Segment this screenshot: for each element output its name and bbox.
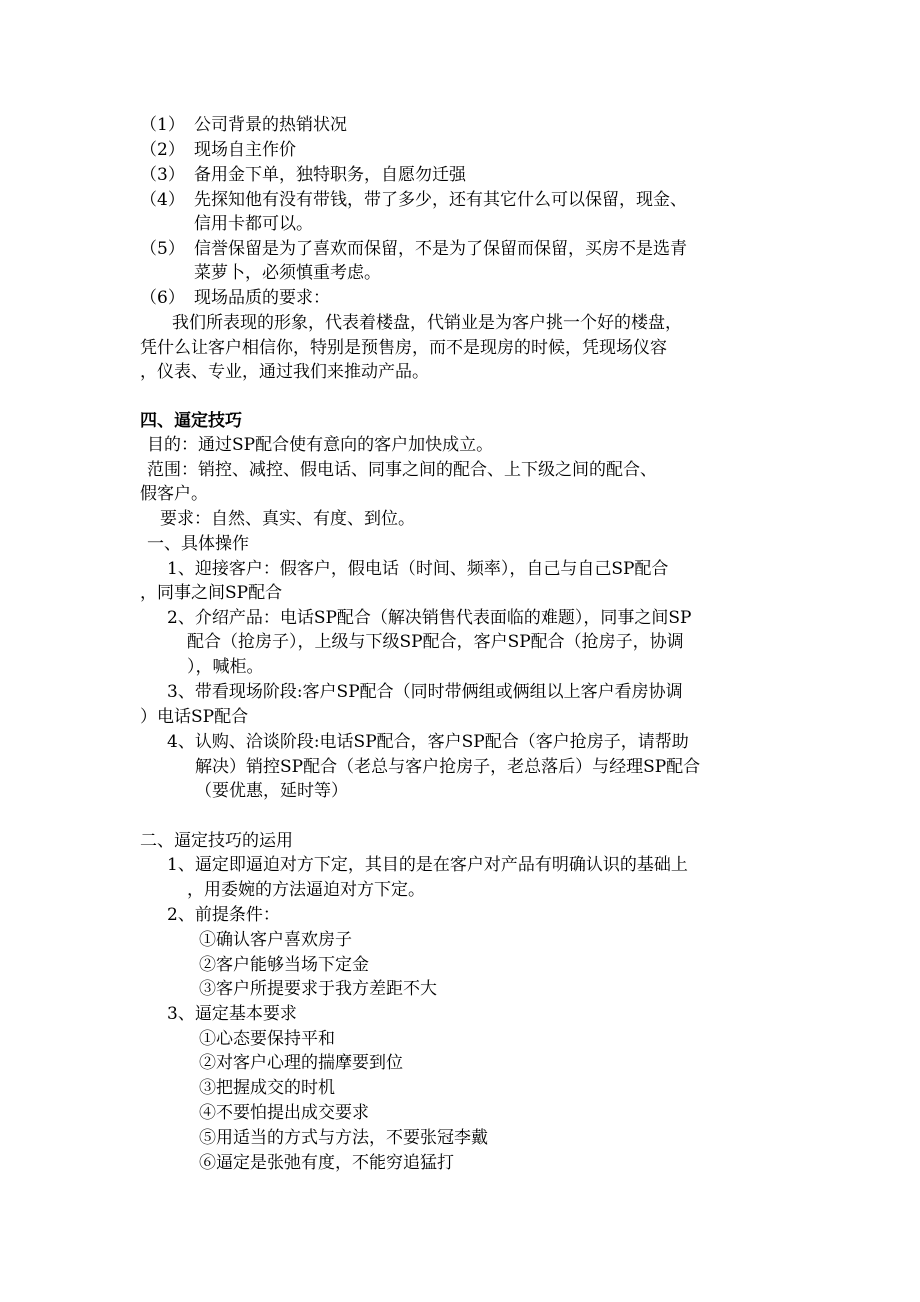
list-number: （1） (140, 115, 185, 135)
requirement-item: ⑥逼定是张弛有度，不能穷追猛打 (199, 1153, 454, 1173)
usage-line: 2、前提条件： (167, 905, 280, 925)
usage-line: 3、逼定基本要求 (167, 1004, 297, 1024)
list-text: 现场品质的要求： (194, 288, 330, 308)
operation-line: 3、带看现场阶段:客户SP配合（同时带俩组或俩组以上客户看房协调 (167, 682, 683, 702)
list-text: 公司背景的热销状况 (194, 115, 347, 135)
paragraph-line: 我们所表现的形象，代表着楼盘，代销业是为客户挑一个好的楼盘， (172, 313, 682, 333)
requirement-item: ②对客户心理的揣摩要到位 (199, 1053, 403, 1073)
operation-line: ，同事之间SP配合 (140, 583, 283, 603)
usage-line: ，用委婉的方法逼迫对方下定。 (187, 880, 425, 900)
list-number: （5） (140, 239, 185, 259)
paragraph-line: ，仪表、专业，通过我们来推动产品。 (140, 362, 429, 382)
list-number: （4） (140, 190, 185, 210)
operation-line: 4、认购、洽谈阶段:电话SP配合，客户SP配合（客户抢房子，请帮助 (167, 732, 689, 752)
condition-item: ②客户能够当场下定金 (199, 955, 369, 975)
list-text: 先探知他有没有带钱，带了多少，还有其它什么可以保留，现金、 (194, 190, 687, 210)
list-text-continued: 菜萝卜，必须慎重考虑。 (194, 263, 381, 283)
subheading: 二、逼定技巧的运用 (140, 831, 293, 851)
list-item (140, 163, 466, 187)
scope-line: 假客户。 (140, 484, 208, 504)
list-item (140, 286, 330, 310)
operation-line: 解决）销控SP配合（老总与客户抢房子，老总落后）与经理SP配合 (195, 757, 701, 777)
subheading: 一、具体操作 (147, 534, 249, 554)
requirement-item: ⑤用适当的方式与方法，不要张冠李戴 (199, 1128, 488, 1148)
list-text: 现场自主作价 (194, 140, 296, 160)
operation-line: 配合（抢房子），上级与下级SP配合，客户SP配合（抢房子，协调 (187, 632, 684, 652)
list-item (140, 188, 687, 212)
list-number: （2） (140, 140, 185, 160)
list-text-continued: 信用卡都可以。 (194, 214, 313, 234)
scope-line: 范围：销控、减控、假电话、同事之间的配合、上下级之间的配合、 (147, 460, 657, 480)
section-heading: 四、逼定技巧 (140, 411, 242, 431)
list-text: 信誉保留是为了喜欢而保留，不是为了保留而保留，买房不是选青 (194, 239, 687, 259)
condition-item: ①确认客户喜欢房子 (199, 930, 352, 950)
list-item (140, 138, 296, 162)
requirement-item: ④不要怕提出成交要求 (199, 1103, 369, 1123)
operation-line: （要优惠，延时等） (195, 781, 348, 801)
list-item (140, 237, 687, 261)
list-item (140, 113, 347, 137)
purpose-line: 目的：通过SP配合使有意向的客户加快成立。 (147, 435, 494, 455)
list-number: （3） (140, 165, 185, 185)
usage-line: 1、逼定即逼迫对方下定，其目的是在客户对产品有明确认识的基础上 (167, 855, 688, 875)
requirement-line: 要求：自然、真实、有度、到位。 (160, 509, 415, 529)
operation-line: 1、迎接客户：假客户，假电话（时间、频率），自己与自己SP配合 (167, 559, 669, 579)
operation-line: ）电话SP配合 (140, 707, 249, 727)
paragraph-line: 凭什么让客户相信你，特别是预售房，而不是现房的时候，凭现场仪容 (140, 338, 667, 358)
requirement-item: ③把握成交的时机 (199, 1078, 335, 1098)
operation-line: ），喊柜。 (187, 657, 264, 677)
requirement-item: ①心态要保持平和 (199, 1029, 335, 1049)
operation-line: 2、介绍产品：电话SP配合（解决销售代表面临的难题），同事之间SP (167, 608, 692, 628)
condition-item: ③客户所提要求于我方差距不大 (199, 979, 437, 999)
list-number: （6） (140, 288, 185, 308)
list-text: 备用金下单，独特职务，自愿勿迁强 (194, 165, 466, 185)
